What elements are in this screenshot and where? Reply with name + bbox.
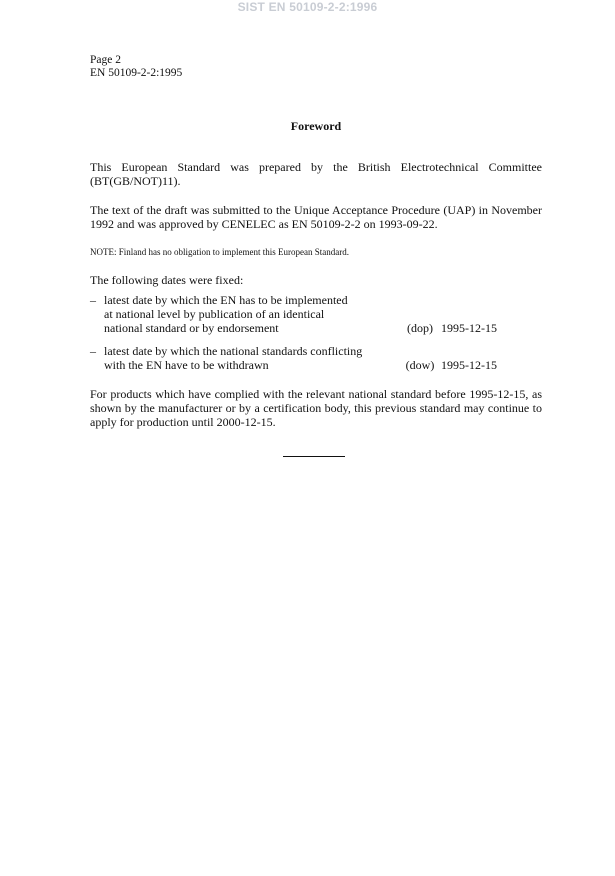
paragraph-committee: This European Standard was prepared by the British Electrotechnical Committee (BT(GB/NOT)11). — [90, 160, 542, 188]
dates-intro: The following dates were fixed: — [90, 273, 244, 287]
paragraph-approval: The text of the draft was submitted to the Unique Acceptance Procedure (UAP) in November 1992 and was approved by CENELEC as EN 50109-2-2 on 1993-09-22. — [90, 203, 542, 231]
description-line: national standard or by endorsement — [104, 321, 279, 335]
date-value: 1995-12-15 — [441, 358, 497, 372]
date-abbreviation: (dop) — [407, 321, 433, 335]
date-value: 1995-12-15 — [441, 321, 497, 335]
watermark: SIST EN 50109-2-2:1996 — [237, 0, 378, 14]
description-line: with the EN have to be withdrawn — [104, 358, 269, 372]
closing-rule — [283, 456, 345, 457]
note: NOTE: Finland has no obligation to implement this European Standard. — [90, 247, 349, 257]
page-number: Page 2 — [90, 54, 121, 66]
description-line: latest date by which the EN has to be implemented — [104, 293, 348, 307]
page-header — [90, 54, 182, 80]
date-item-dow — [90, 344, 542, 374]
date-item-description — [104, 293, 394, 335]
list-dash: – — [90, 344, 96, 358]
description-line: at national level by publication of an identical — [104, 307, 325, 321]
paragraph-transition: For products which have complied with the relevant national standard before 1995-12-15, as shown by the manufacturer or by a certification body, this previous standard may continue to apply for production until 2000-12-15. — [90, 387, 542, 429]
date-abbreviation: (dow) — [405, 358, 435, 372]
page-title: Foreword — [290, 119, 342, 133]
date-item-dop — [90, 293, 542, 337]
list-dash: – — [90, 293, 96, 307]
description-line: latest date by which the national standards conflicting — [104, 344, 363, 358]
date-item-description — [104, 344, 394, 372]
standard-reference: EN 50109-2-2:1995 — [90, 67, 183, 79]
